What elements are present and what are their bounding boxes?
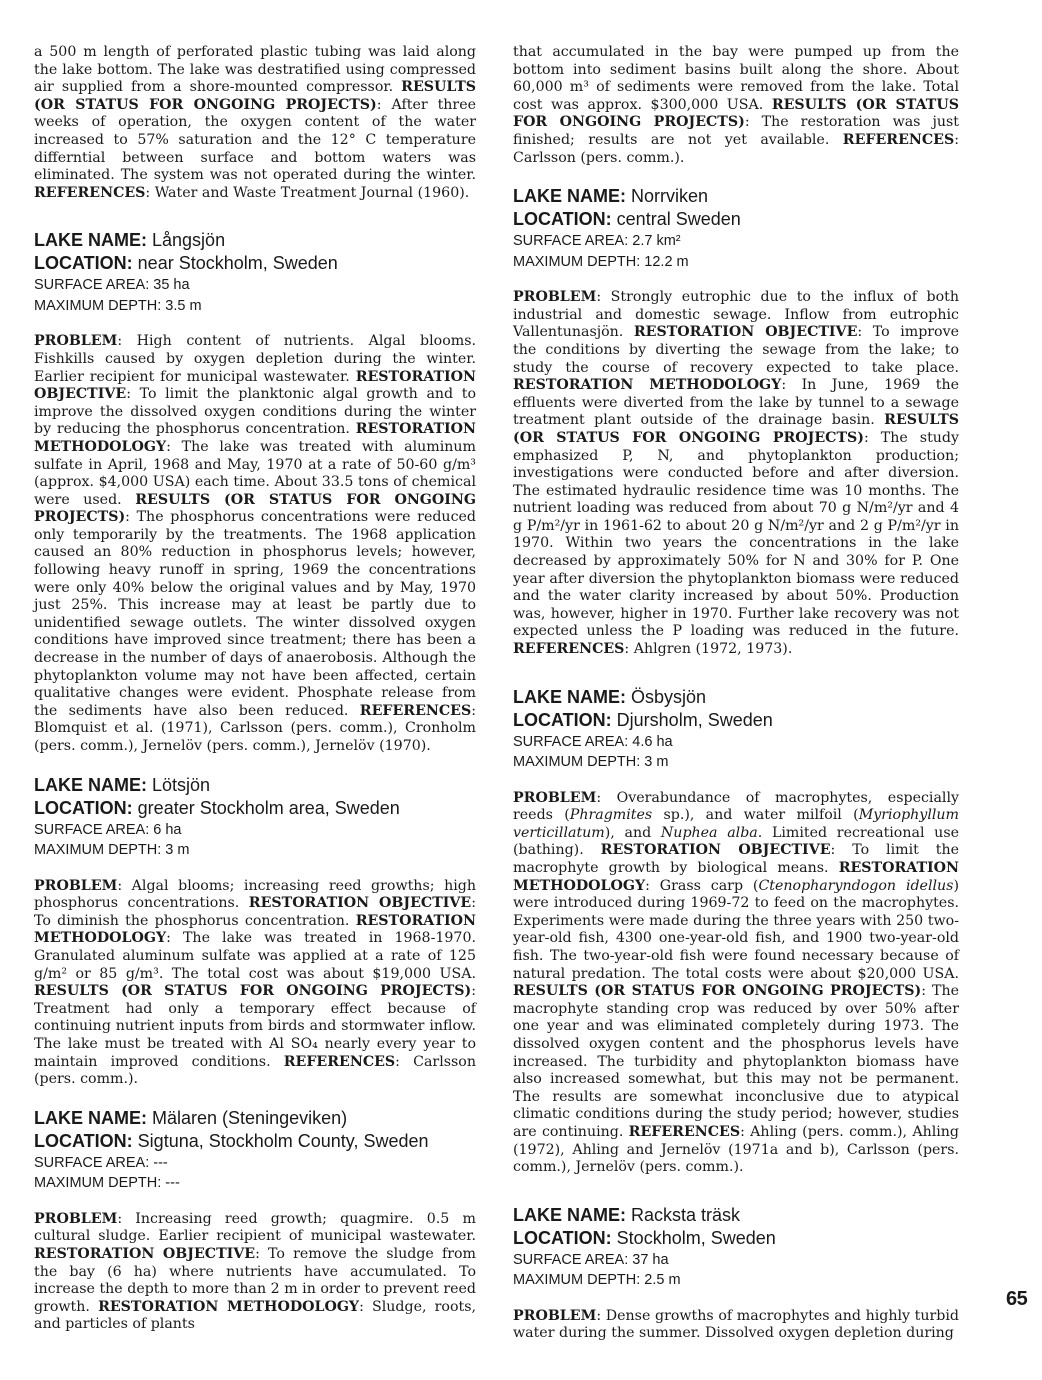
surface-area: SURFACE AREA: 37 ha <box>513 1251 669 1268</box>
lake-description <box>513 1308 959 1343</box>
continuation-paragraph <box>513 44 959 167</box>
methodology-text: : In June, 1969 the effluents were diverted from the lake by tunnel to a sewage treatment plant outside of the drainage basin. <box>513 377 959 429</box>
lake-name-value: Mälaren (Steningeviken) <box>152 1107 348 1128</box>
lake-description <box>34 878 476 1089</box>
left-column <box>34 44 476 1334</box>
problem-text: ), and <box>604 824 661 841</box>
objective-text: : To improve the conditions by diverting the sewage from the lake; to study the course of recovery expected to take place. <box>513 324 960 376</box>
continuation-text: that accumulated in the bay were pumped up from the bottom into sediment basins built along the shore. About 60,000 m³ of sediments were removed from the lake. Total cost was approx. $300,000 USA. <box>513 44 959 113</box>
lake-name-label: LAKE NAME: <box>513 1204 626 1225</box>
lake-name-value: Långsjön <box>152 230 226 251</box>
right-column <box>513 44 959 1343</box>
intro-paragraph <box>34 44 476 202</box>
location-heading <box>34 1130 476 1153</box>
location-heading <box>513 709 959 732</box>
results-label: RESULTS (OR STATUS FOR ONGOING PROJECTS) <box>513 412 959 446</box>
page-number: 65 <box>1006 1288 1028 1310</box>
objective-label: RESTORATION OBJECTIVE <box>34 1245 256 1262</box>
problem-label: PROBLEM <box>34 333 118 350</box>
location-label: LOCATION: <box>513 209 612 230</box>
lake-description <box>34 333 476 755</box>
location-heading <box>513 1227 959 1250</box>
maximum-depth: MAXIMUM DEPTH: 2.5 m <box>513 1272 681 1289</box>
results-text: : The phosphorus concentrations were reduced only temporarily by the treatments. The 1968 application caused an 80% reduction in phosphorus levels; however, following heavy runoff in spring, 1969 the concentrations were only 40% below the original values and by May, 1970 just 25%. This increase may at least be partly due to unidentified sewage outlets. The winter dissolved oxygen conditions have improved since treatment; there has been a decrease in the number of days of anaerobosis. Although the phytoplankton volume may not have been affected, certain qualitative changes were evident. Phosphate release from the sediments have also been reduced. <box>34 509 476 719</box>
location-label: LOCATION: <box>34 253 133 274</box>
lake-name-label: LAKE NAME: <box>513 186 626 207</box>
location-heading <box>34 797 476 820</box>
references-label: REFERENCES <box>628 1123 741 1140</box>
location-value: Stockholm, Sweden <box>616 1227 776 1248</box>
location-label: LOCATION: <box>34 1130 133 1151</box>
lake-name-value: Ösbysjön <box>631 686 707 707</box>
problem-text: : High content of nutrients. Algal blooms. Fishkills caused by oxygen depletion during the winter. Earlier recipient for municipal wastewater. <box>34 333 476 385</box>
surface-area: SURFACE AREA: 6 ha <box>34 821 182 838</box>
references-text: : Carlsson (pers. comm.). <box>513 131 959 166</box>
references-text: : Water and Waste Treatment Journal (1960). <box>145 184 470 201</box>
maximum-depth: MAXIMUM DEPTH: 3 m <box>513 754 669 771</box>
problem-text: : Algal blooms; increasing reed growths; high phosphorus concentrations. <box>34 877 476 912</box>
lake-entry-racksta <box>513 1204 959 1343</box>
references-label: REFERENCES <box>283 1053 396 1070</box>
location-label: LOCATION: <box>513 1227 612 1248</box>
location-value: greater Stockholm area, Sweden <box>137 797 400 818</box>
lake-name-heading <box>34 229 476 252</box>
problem-text: : Increasing reed growth; quagmire. 0.5 m cultural sludge. Earlier recipient of municipal wastewater. <box>34 1210 476 1245</box>
lake-name-heading <box>34 774 476 797</box>
lake-name-heading <box>34 1107 476 1130</box>
references-label: REFERENCES <box>359 702 472 719</box>
objective-label: RESTORATION OBJECTIVE <box>600 842 831 859</box>
methodology-text: : Grass carp ( <box>645 877 759 894</box>
methodology-text: : Sludge, roots, and particles of plants <box>34 1298 476 1333</box>
lake-description <box>513 790 959 1177</box>
results-text: : Treatment had only a temporary effect because of continuing nutrient inputs from birds and stormwater inflow. The lake must be treated with Al SO₄ nearly every year to maintain improved conditions. <box>34 983 476 1070</box>
surface-area: SURFACE AREA: 2.7 km² <box>513 233 681 250</box>
objective-label: RESTORATION OBJECTIVE <box>34 368 476 403</box>
problem-text: : Strongly eutrophic due to the influx of both industrial and domestic sewage. Inflow from eutrophic Vallentunasjön. <box>513 289 959 341</box>
references-label: REFERENCES <box>842 131 955 148</box>
references-text: : Ahling (pers. comm.), Ahling (1972), Ahling and Jernelöv (1971a and b), Carlsson (pers. comm.), Jernelöv (pers. comm.). <box>513 1123 959 1176</box>
results-label: RESULTS (OR STATUS FOR ONGOING PROJECTS) <box>513 983 922 1000</box>
lake-name-value: Norrviken <box>631 186 709 207</box>
lake-name-heading <box>513 1204 959 1227</box>
lake-name-heading <box>513 185 959 208</box>
location-value: Sigtuna, Stockholm County, Sweden <box>137 1130 429 1151</box>
references-text: : Ahlgren (1972, 1973). <box>624 641 793 658</box>
maximum-depth: MAXIMUM DEPTH: 3 m <box>34 842 190 859</box>
objective-label: RESTORATION OBJECTIVE <box>248 895 472 912</box>
results-text: : The macrophyte standing crop was reduced by over 50% after one year and was eliminated completely during 1973. The dissolved oxygen content and the phosphorus levels have increased. The turbidity and phytoplankton biomass have also increased somewhat, but this may not be permanent. The results are somewhat inconclusive due to atypical climatic conditions during the study period; however, studies are continuing. <box>513 983 959 1140</box>
methodology-text: : The lake was treated in 1968-1970. Granulated aluminum sulfate was applied at a rate of 125 g/m² or 85 g/m³. The total cost was about $19,000 USA. <box>34 930 476 982</box>
location-value: central Sweden <box>616 209 741 230</box>
results-text: : After three weeks of operation, the oxygen content of the water increased to 57% saturation and the 12° C temperature differntial between surface and bottom waters was eliminated. The system was not operated during the winter. <box>34 96 477 184</box>
problem-text: . Limited recreational use (bathing). <box>513 824 960 859</box>
lake-entry-norrviken <box>513 185 959 658</box>
problem-text: : Overabundance of macrophytes, especially reeds ( <box>513 789 959 824</box>
references-text: : Carlsson (pers. comm.). <box>34 1053 476 1088</box>
references-label: REFERENCES <box>513 641 625 658</box>
references-text: : Blomquist et al. (1971), Carlsson (pers. comm.), Cronholm (pers. comm.), Jernelöv (pers. comm.), Jernelöv (1970). <box>34 702 476 754</box>
surface-area: SURFACE AREA: 35 ha <box>34 277 190 294</box>
intro-text: a 500 m length of perforated plastic tubing was laid along the lake bottom. The lake was destratified using compressed air supplied from a shore-mounted compressor. <box>34 44 476 96</box>
maximum-depth: MAXIMUM DEPTH: --- <box>34 1175 180 1192</box>
objective-label: RESTORATION OBJECTIVE <box>633 324 858 341</box>
lake-name-heading <box>513 686 959 709</box>
problem-text: sp.), and water milfoil ( <box>652 807 859 824</box>
problem-label: PROBLEM <box>34 1210 118 1227</box>
methodology-label: RESTORATION METHODOLOGY <box>34 421 476 455</box>
location-heading <box>513 208 959 231</box>
species-name: Myriophyllum verticillatum <box>513 807 959 841</box>
location-label: LOCATION: <box>34 797 133 818</box>
results-label: RESULTS (OR STATUS FOR ONGOING PROJECTS) <box>34 491 476 526</box>
location-value: Djursholm, Sweden <box>616 709 773 730</box>
lake-name-value: Lötsjön <box>152 774 211 795</box>
methodology-text: ) were introduced during 1969-72 to feed on the macrophytes. Experiments were made during the three years with 250 two-year-old fish, 4300 one-year-old fish, and 1900 two-year-old fish. The two-year-old fish were found necessary because of natural predation. The total costs were about $20,000 USA. <box>513 877 959 982</box>
results-label: RESULTS (OR STATUS FOR ONGOING PROJECTS) <box>513 96 959 131</box>
species-name: Phragmites <box>569 807 653 824</box>
objective-text: : To diminish the phosphorus concentration. <box>34 895 476 929</box>
methodology-text: : The lake was treated with aluminum sulfate in April, 1968 and May, 1970 at a rate of 50-60 g/m³ (approx. $4,000 USA) each time. About 33.5 tons of chemical were used. <box>34 438 476 508</box>
location-label: LOCATION: <box>513 709 612 730</box>
species-name: Ctenopharyndogon idellus <box>758 877 954 894</box>
lake-name-value: Racksta träsk <box>631 1204 741 1225</box>
location-value: near Stockholm, Sweden <box>137 253 338 274</box>
problem-label: PROBLEM <box>513 1307 597 1324</box>
problem-label: PROBLEM <box>513 289 597 306</box>
results-label: RESULTS (OR STATUS FOR ONGOING PROJECTS) <box>34 79 476 113</box>
location-heading <box>34 252 476 275</box>
lake-name-label: LAKE NAME: <box>34 230 147 251</box>
maximum-depth: MAXIMUM DEPTH: 3.5 m <box>34 297 202 314</box>
lake-name-label: LAKE NAME: <box>34 774 147 795</box>
lake-entry-langsjon <box>34 229 476 755</box>
objective-text: : To limit the macrophyte growth by biological means. <box>513 842 959 876</box>
lake-name-label: LAKE NAME: <box>34 1107 147 1128</box>
lake-name-label: LAKE NAME: <box>513 686 626 707</box>
objective-text: : To limit the planktonic algal growth and to improve the dissolved oxygen conditions during the winter by reducing the phosphorus concentration. <box>34 386 476 438</box>
methodology-label: RESTORATION METHODOLOGY <box>34 912 476 947</box>
maximum-depth: MAXIMUM DEPTH: 12.2 m <box>513 253 689 270</box>
problem-text: : Dense growths of macrophytes and highly turbid water during the summer. Dissolved oxygen depletion during <box>513 1307 959 1342</box>
lake-entry-lotsjon <box>34 774 476 1089</box>
methodology-label: RESTORATION METHODOLOGY <box>513 377 782 394</box>
species-name: Nuphea alba <box>660 824 758 841</box>
results-label: RESULTS (OR STATUS FOR ONGOING PROJECTS) <box>34 983 472 1000</box>
problem-label: PROBLEM <box>34 877 118 894</box>
surface-area: SURFACE AREA: --- <box>34 1154 168 1171</box>
references-label: REFERENCES <box>34 184 146 201</box>
problem-label: PROBLEM <box>513 789 597 806</box>
objective-text: : To remove the sludge from the bay (6 ha) where nutrients have accumulated. To increase the depth to more than 2 m in order to prevent reed growth. <box>34 1245 477 1315</box>
methodology-label: RESTORATION METHODOLOGY <box>98 1298 360 1315</box>
results-text: : The restoration was just finished; results are not yet available. <box>513 114 959 148</box>
methodology-label: RESTORATION METHODOLOGY <box>513 860 959 894</box>
results-text: : The study emphasized P, N, and phytoplankton production; investigations were conducted before and after diversion. The estimated hydraulic residence time was 10 months. The nutrient loading was reduced from about 70 g N/m²/yr and 4 g P/m²/yr in 1961-62 to about 20 g N/m²/yr and 2 g P/m²/yr in 1970. Within two years the concentrations in the lake decreased by approximately 50% for N and 30% for P. One year after diversion the phytoplankton biomass were reduced and the water clarity increased by about 50%. Production was, however, higher in 1970. Further lake recovery was not expected unless the P loading was reduced in the future. <box>513 429 960 640</box>
lake-entry-malaren <box>34 1107 476 1334</box>
surface-area: SURFACE AREA: 4.6 ha <box>513 733 673 750</box>
lake-description <box>513 289 959 658</box>
lake-description <box>34 1211 476 1334</box>
lake-entry-osbysjon <box>513 686 959 1177</box>
